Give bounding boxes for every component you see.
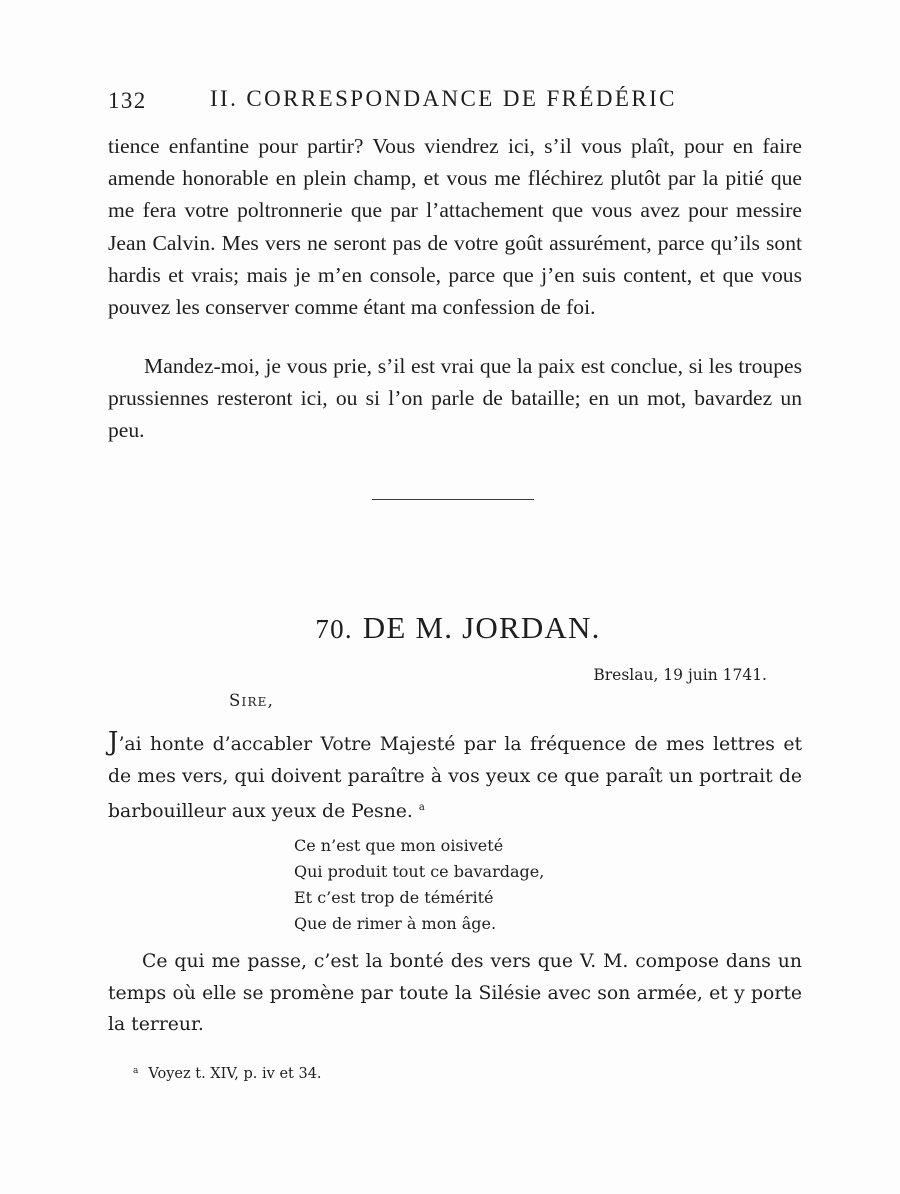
verse-line: Que de rimer à mon âge. (294, 914, 497, 933)
previous-letter-paragraph-2: Mandez-moi, je vous prie, s’il est vrai que la paix est conclue, si les troupes prussiennes resteront ici, ou si l’on parle de bataille; en un mot, bavardez un peu. (108, 354, 802, 443)
footnote-reference: a (418, 802, 425, 813)
letter-paragraph-1 (108, 727, 802, 828)
section-divider (372, 499, 534, 500)
footnote-text: Voyez t. XIV, p. iv et 34. (148, 1066, 322, 1082)
verse-line: Qui produit tout ce bavardage, (294, 862, 545, 881)
footnote (133, 1066, 322, 1082)
verse-line: Ce n’est que mon oisiveté (294, 836, 504, 855)
letter-paragraph-2: Ce qui me passe, c’est la bonté des vers que V. M. compose dans un temps où elle se promène par toute la Silésie avec son armée, et y porte la terreur. (108, 951, 802, 1035)
letter-salutation: Sire, (229, 691, 275, 710)
running-head-title: II. CORRESPONDANCE DE FRÉDÉRIC (210, 86, 677, 111)
page-number: 132 (108, 88, 147, 113)
letter-heading (0, 610, 900, 646)
letter-number: 70. (315, 614, 353, 644)
verse-block (294, 833, 544, 937)
letter-dateline: Breslau, 19 juin 1741. (593, 666, 767, 684)
footnote-mark: a (133, 1066, 139, 1076)
letter-title: DE M. JORDAN. (362, 610, 601, 645)
running-head (108, 86, 808, 116)
letter-paragraph-1-text: ’ai honte d’accabler Votre Majesté par la fréquence de mes lettres et de mes vers, qui doivent paraître à vos yeux ce que paraît un portrait de barbouilleur aux yeux de Pesne. (108, 734, 802, 822)
previous-letter-paragraph-1: tience enfantine pour partir? Vous viendrez ici, s’il vous plaît, pour en faire amende honorable en plein champ, et vous me fléchirez plutôt par la pitié que me fera votre poltronnerie que par l’attachement que vous avez pour messire Jean Calvin. Mes vers ne seront pas de votre goût assurément, parce qu’ils sont hardis et vrais; mais je m’en console, parce que j’en suis content, et que vous pouvez les conserver comme étant ma confession de foi. (108, 134, 802, 320)
initial-letter: J (108, 727, 119, 757)
verse-line: Et c’est trop de témérité (294, 888, 494, 907)
